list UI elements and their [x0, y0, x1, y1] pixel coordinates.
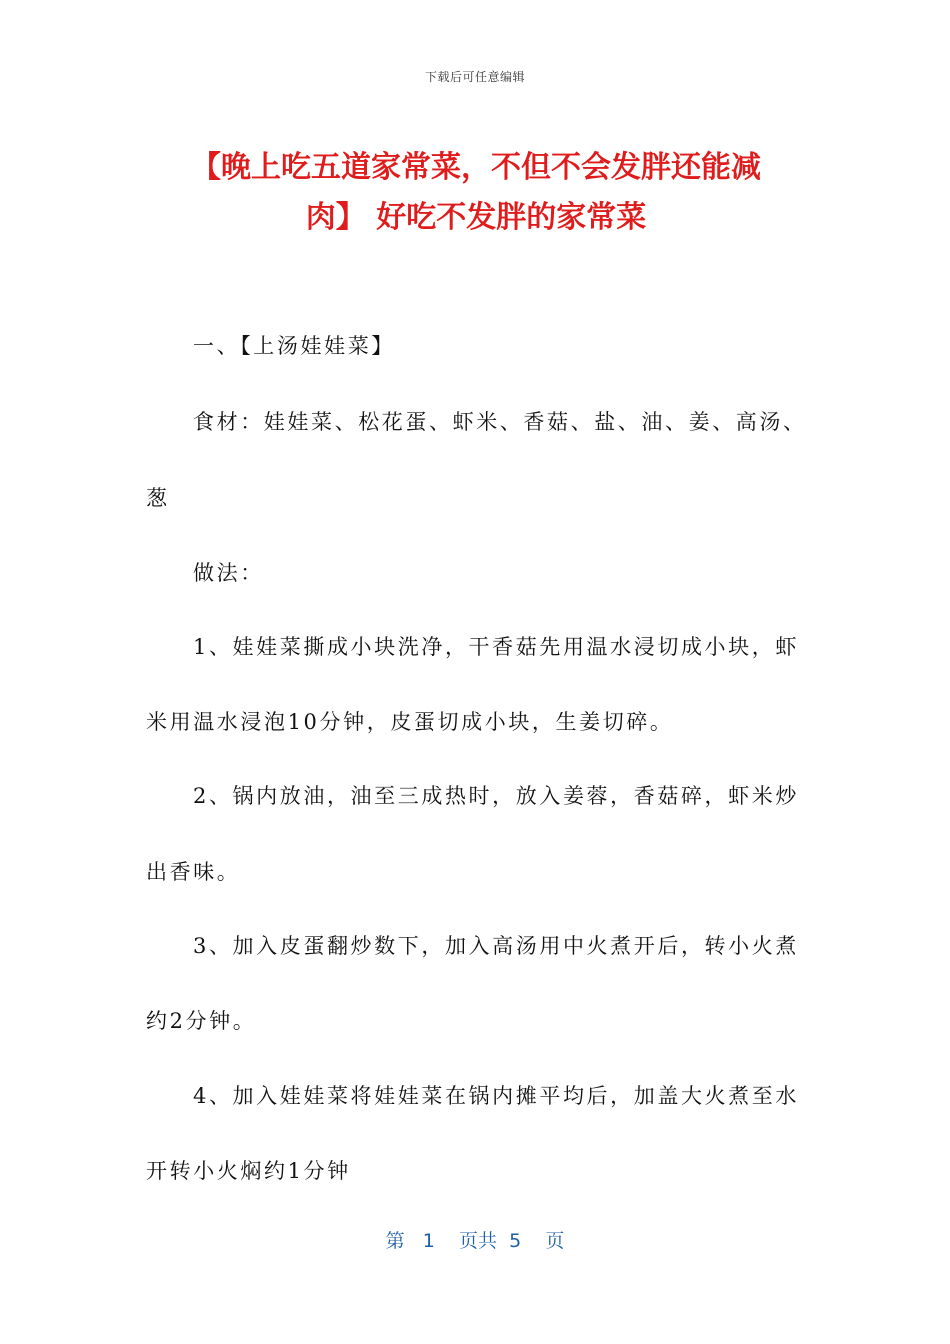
step-2-line-1: 2、锅内放油，油至三成热时，放入姜蓉，香菇碎，虾米炒 — [193, 784, 799, 808]
header-note: 下载后可任意编辑 — [424, 70, 525, 84]
ingredients-line-2: 葱 — [146, 486, 170, 510]
step-4-line-1: 4、加入娃娃菜将娃娃菜在锅内摊平均后，加盖大火煮至水 — [193, 1084, 799, 1108]
step-3-line-2: 约2分钟。 — [146, 1009, 257, 1033]
step-4-line-2: 开转小火焖约1分钟 — [146, 1159, 351, 1183]
step-2-line-2: 出香味。 — [146, 860, 241, 884]
document-title — [146, 143, 806, 243]
ingredients-line-1: 食材：娃娃菜、松花蛋、虾米、香菇、盐、油、姜、高汤、 — [193, 410, 807, 434]
title-line-2: 肉】 好吃不发胖的家常菜 — [305, 200, 647, 235]
step-1-line-2: 米用温水浸泡10分钟，皮蛋切成小块，生姜切碎。 — [146, 710, 674, 734]
title-line-1: 【晚上吃五道家常菜，不但不会发胖还能减 — [191, 150, 761, 185]
section-heading: 一、【上汤娃娃菜】 — [193, 334, 395, 358]
step-1-line-1: 1、娃娃菜撕成小块洗净，干香菇先用温水浸切成小块，虾 — [193, 635, 799, 659]
page-number-footer: 第 1 页共 5 页 — [385, 1230, 565, 1252]
method-label: 做法： — [193, 561, 264, 585]
step-3-line-1: 3、加入皮蛋翻炒数下，加入高汤用中火煮开后，转小火煮 — [193, 934, 799, 958]
